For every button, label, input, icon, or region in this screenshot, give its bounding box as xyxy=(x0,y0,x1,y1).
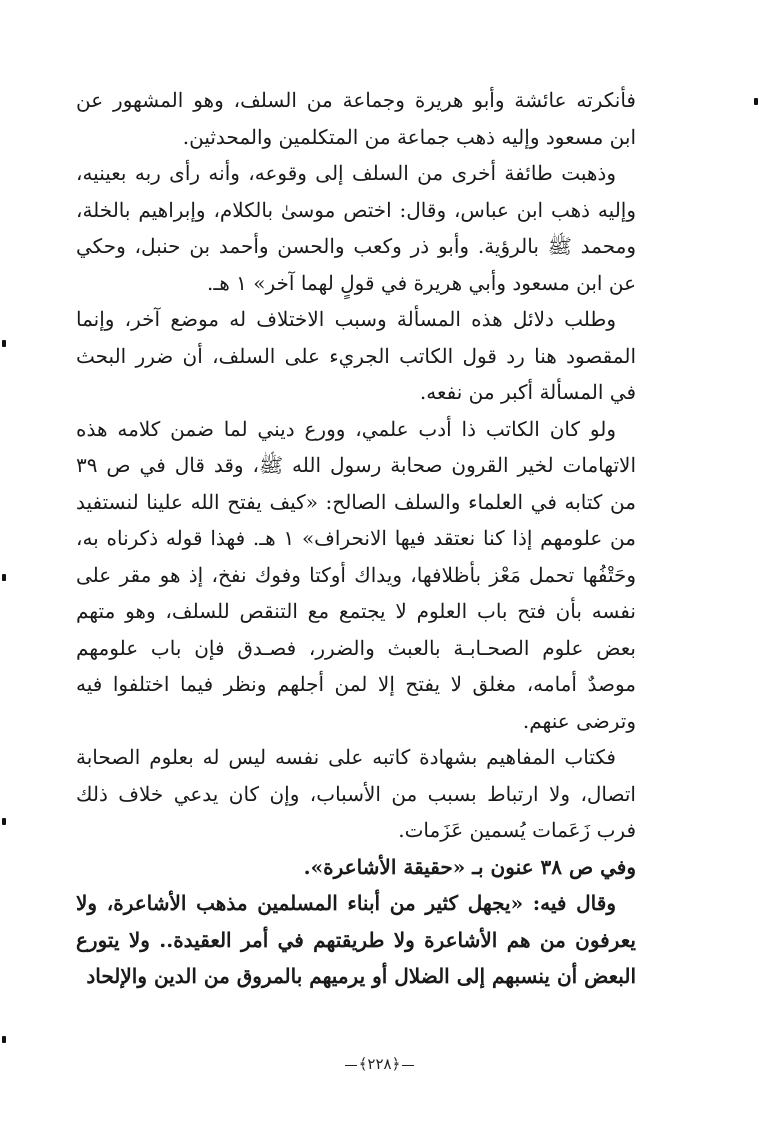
footer-bracket-open: ﴿ xyxy=(391,1055,401,1073)
footer-dash xyxy=(345,1065,357,1066)
binding-mark xyxy=(2,1036,6,1043)
body-paragraph: وذهبت طائفة أخرى من السلف إلى وقوعه، وأنه رأى ربه بعينيه، وإليه ذهب ابن عباس، وقال: اختص موسىٰ بالكلام، وإبراهيم بالخلة، ومحمد ﷺ بالرؤية. وأبو ذر وكعب والحسن وأحمد بن حنبل، وحكي عن ابن مسعود وأبي هريرة في قولٍ لهما آخر» ١ هـ. xyxy=(76,161,636,295)
body-paragraph: فأنكرته عائشة وأبو هريرة وجماعة من السلف، وهو المشهور عن ابن مسعود وإليه ذهب جماعة من المتكلمين والمحدثين. xyxy=(76,88,636,149)
body-paragraph: وطلب دلائل هذه المسألة وسبب الاختلاف له موضع آخر، وإنما المقصود هنا رد قول الكاتب الجريء على السلف، أن ضرر البحث في المسألة أكبر من نفعه. xyxy=(76,307,636,404)
binding-mark xyxy=(2,818,6,825)
footer-bracket-close: ﴾ xyxy=(358,1055,368,1073)
body-paragraph: ولو كان الكاتب ذا أدب علمي، وورع ديني لما ضمن كلامه هذه الاتهامات لخير القرون صحابة رسول الله ﷺ، وقد قال في ص ٣٩ من كتابه في العلماء والسلف الصالح: «كيف يفتح الله علينا لنستفيد من علومهم إذا كنا نعتقد فيها الانحراف» ١ هـ. فهذا قوله ذكرناه به، وحَتْفُها تحمل مَعْز بأظلافها، ويداك أوكتا وفوك نفخ، إذ هو مقر على نفسه بأن فتح باب العلوم لا يجتمع مع التنقص للسلف، وهو متهم بعض علوم الصحـابـة بالعبث والضرر، فصـدق فإن باب علومهم موصدٌ أمامه، مغلق لا يفتح إلا لمن أجلهم ونظر فيما اختلفوا فيه وترضى عنهم. xyxy=(76,416,636,733)
section-heading: وفي ص ٣٨ عنون بـ «حقيقة الأشاعرة». xyxy=(303,854,636,879)
page-footer xyxy=(0,1055,759,1073)
body-paragraph: فكتاب المفاهيم بشهادة كاتبه على نفسه ليس له بعلوم الصحابة اتصال، ولا ارتباط بسبب من الأسباب، وإن كان يدعي خلاف ذلك فرب زَعَمات يُسمين عَزَمات. xyxy=(76,745,636,842)
binding-mark xyxy=(2,574,6,581)
footer-dash xyxy=(402,1065,414,1066)
quoted-paragraph: وقال فيه: «يجهل كثير من أبناء المسلمين مذهب الأشاعرة، ولا يعرفون من هم الأشاعرة ولا طريقتهم في أمر العقيدة.. ولا يتورع البعض أن ينسبهم إلى الضلال أو يرميهم بالمروق من الدين والإلحاد xyxy=(76,891,636,988)
binding-mark xyxy=(754,98,758,105)
page-body xyxy=(76,82,636,995)
binding-mark xyxy=(2,340,6,347)
page-number: ٢٢٨ xyxy=(367,1055,392,1073)
